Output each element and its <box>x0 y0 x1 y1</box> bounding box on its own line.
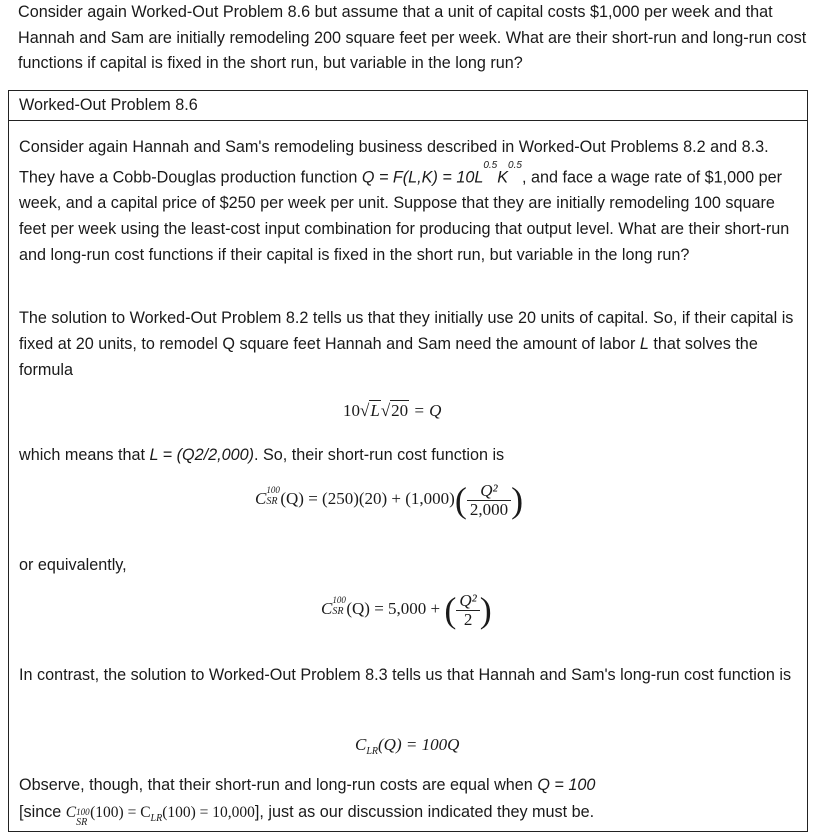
paragraph-observe: Observe, though, that their short-run and long-run costs are equal when Q = 100 <box>19 776 596 794</box>
box-title: Worked-Out Problem 8.6 <box>9 91 807 121</box>
paragraph-intro: Consider again Hannah and Sam's remodeling business described in Worked-Out Problems 8.2 and 8.3. They have a Cobb-Douglas production function $Q = F(L,K) = 10L^{0.5}K^{0.5}$, and face a wage rate of $1,000 per week, and a capital price of $250 per week per unit. Suppose that they are initially remodeling 100 square feet per week using the least-cost input combination for producing that output level. What are their short-run and long-run cost functions if their capital is fixed in the short run, but variable in the long run? <box>19 138 790 264</box>
paragraph-equivalently: or equivalently, <box>19 556 127 574</box>
paragraph-capital: The solution to Worked-Out Problem 8.2 tells us that they initially use 20 units of capital. So, if their capital is fixed at 20 units, to remodel Q square feet Hannah and Sam need the amount of labor L that solves the formula <box>19 309 794 379</box>
question-text: Consider again Worked-Out Problem 8.6 but assume that a unit of capital costs $1,000 per week and that Hannah and Sam are initially remodeling 200 square feet per week. What are their short-run and long-run cost functions if capital is fixed in the short run, but variable in the long run? <box>18 3 807 72</box>
worked-problem-box <box>8 90 808 832</box>
equation-short-run-simplified: C 100 SR (Q) = 5,000 + ( $\frac{\text{Q²}}{2}$ ) <box>321 590 492 630</box>
equation-long-run-cost: $C_{LR}(Q) = 100Q$ <box>355 735 460 757</box>
paragraph-long-run: In contrast, the solution to Worked-Out Problem 8.3 tells us that Hannah and Sam's long-run cost function is <box>19 666 792 684</box>
equation-labor: 10√L√20 = Q <box>343 401 442 420</box>
paragraph-since: [since C 100 SR $(100) = C_{LR}(100) = 10,000$], just as our discussion indicated they must be. <box>19 803 595 828</box>
equation-short-run-cost: C 100 SR (Q) = (250)(20) + (1,000)( $\frac{\text{Q²}}{2,000}$ ) <box>255 480 524 520</box>
paragraph-labor-result: which means that L = (Q2/2,000). So, their short-run cost function is <box>19 446 505 464</box>
